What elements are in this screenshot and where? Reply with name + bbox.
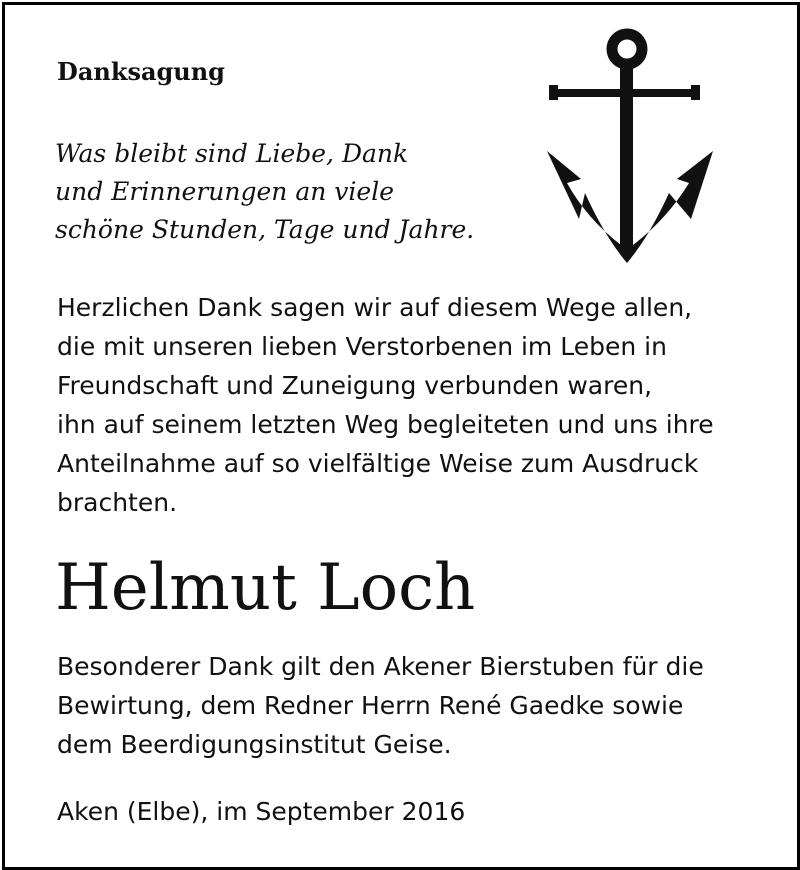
special-thanks-line: dem Beerdigungsinstitut Geise. (57, 730, 452, 759)
deceased-name: Helmut Loch (55, 551, 476, 625)
thanks-line: Herzlichen Dank sagen wir auf diesem Wege allen, (57, 293, 693, 322)
thanks-line: brachten. (57, 488, 178, 517)
quote-line: und Erinnerungen an viele (55, 177, 395, 206)
memorial-quote (55, 135, 535, 249)
thanks-line: die mit unseren lieben Verstorbenen im Leben in (57, 332, 667, 361)
special-thanks-paragraph (57, 647, 777, 764)
special-thanks-line: Bewirtung, dem Redner Herrn René Gaedke sowie (57, 691, 684, 720)
thanks-paragraph (57, 288, 777, 522)
quote-line: Was bleibt sind Liebe, Dank (55, 139, 409, 168)
thanks-line: Freundschaft und Zuneigung verbunden waren, (57, 371, 653, 400)
anchor-icon (541, 23, 725, 275)
obituary-notice (2, 2, 800, 870)
place-and-date: Aken (Elbe), im September 2016 (57, 797, 466, 826)
quote-line: schöne Stunden, Tage und Jahre. (55, 215, 475, 244)
thanks-line: ihn auf seinem letzten Weg begleiteten und uns ihre (57, 410, 714, 439)
notice-heading: Danksagung (57, 57, 225, 86)
special-thanks-line: Besonderer Dank gilt den Akener Bierstuben für die (57, 652, 704, 681)
thanks-line: Anteilnahme auf so vielfältige Weise zum Ausdruck (57, 449, 699, 478)
